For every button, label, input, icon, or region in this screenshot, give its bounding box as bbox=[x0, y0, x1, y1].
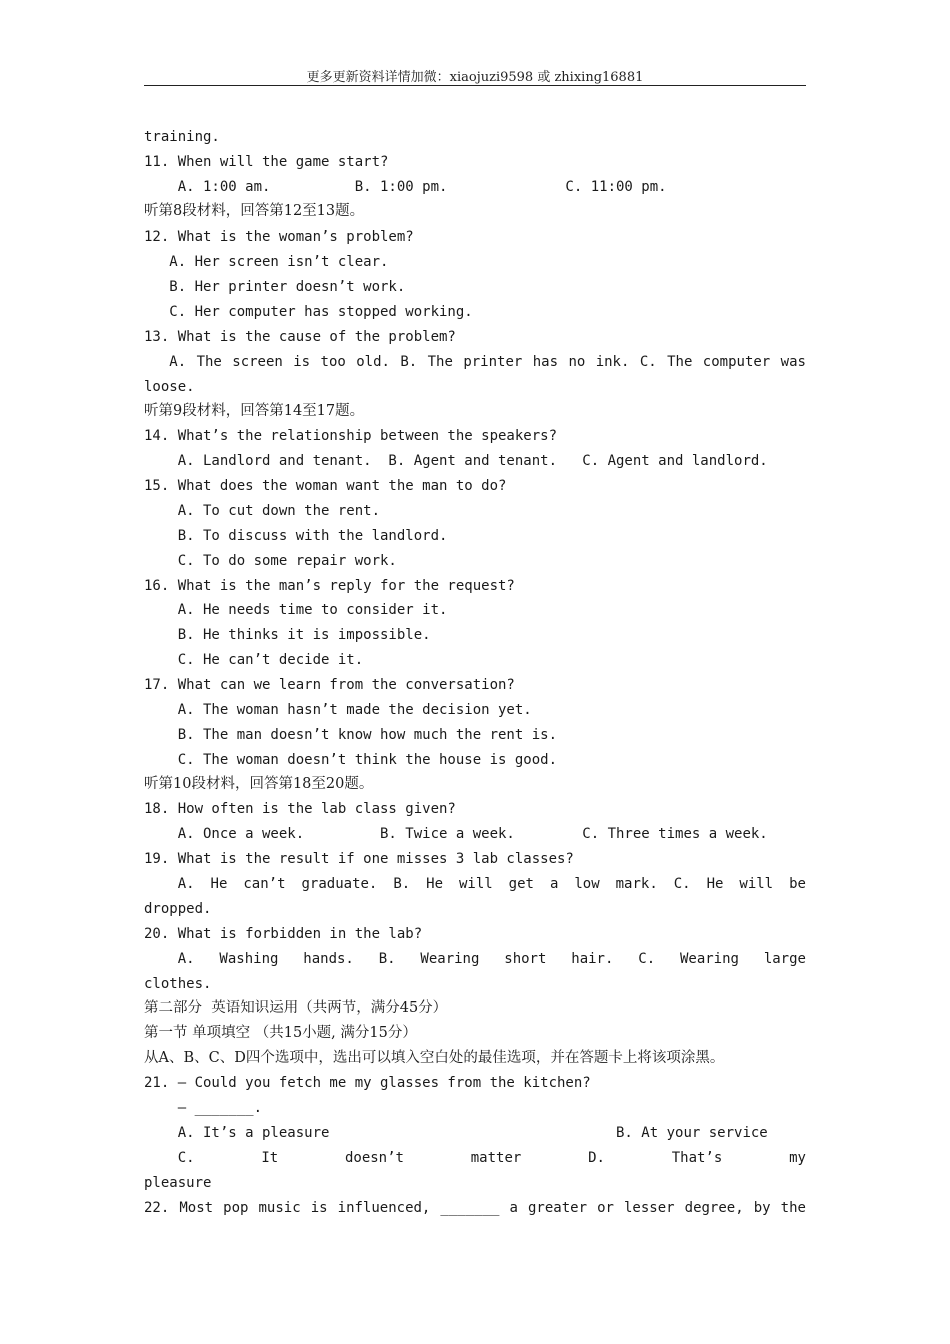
text-line: A. The woman hasn’t made the decision yet. bbox=[144, 702, 532, 718]
text-line: 19. What is the result if one misses 3 lab classes? bbox=[144, 851, 574, 867]
text-line: A. He needs time to consider it. bbox=[144, 602, 448, 618]
text-line: A. Landlord and tenant. B. Agent and tenant. C. Agent and landlord. bbox=[144, 453, 768, 469]
text-line: A. 1:00 am. B. 1:00 pm. C. 11:00 pm. bbox=[144, 179, 667, 195]
text-line: B. He thinks it is impossible. bbox=[144, 627, 431, 643]
text-line: 16. What is the man’s reply for the request? bbox=[144, 578, 515, 594]
text-line: 13. What is the cause of the problem? bbox=[144, 329, 456, 345]
text-line: A. Washing hands. B. Wearing short hair. C. Wearing large bbox=[144, 951, 806, 967]
text-line: C. He can’t decide it. bbox=[144, 652, 364, 668]
text-line: 20. What is forbidden in the lab? bbox=[144, 926, 423, 942]
text-line: 15. What does the woman want the man to do? bbox=[144, 478, 507, 494]
text-line: A. It’s a pleasure B. At your service bbox=[144, 1125, 768, 1141]
text-line: — _______. bbox=[144, 1100, 263, 1116]
text-line: 从A、B、C、D四个选项中，选出可以填入空白处的最佳选项，并在答题卡上将该项涂黑。 bbox=[144, 1050, 725, 1066]
header-rule bbox=[144, 85, 806, 86]
text-line: 18. How often is the lab class given? bbox=[144, 801, 456, 817]
text-line: 12. What is the woman’s problem? bbox=[144, 229, 414, 245]
text-line: 17. What can we learn from the conversation? bbox=[144, 677, 515, 693]
text-line: 第一节 单项填空 （共15小题, 满分15分） bbox=[144, 1025, 417, 1041]
text-line: C. The woman doesn’t think the house is good. bbox=[144, 752, 558, 768]
text-line: 第二部分 英语知识运用（共两节，满分45分） bbox=[144, 1000, 448, 1016]
text-line: training. bbox=[144, 129, 220, 145]
text-line: B. The man doesn’t know how much the rent is. bbox=[144, 727, 558, 743]
text-line: A. The screen is too old. B. The printer has no ink. C. The computer was bbox=[144, 354, 806, 370]
text-line: loose. bbox=[144, 379, 195, 395]
text-line: C. It doesn’t matter D. That’s my bbox=[144, 1150, 806, 1166]
text-line: pleasure bbox=[144, 1175, 212, 1191]
text-line: A. To cut down the rent. bbox=[144, 503, 381, 519]
page-header: 更多更新资料详情加微：xiaojuzi9598 或 zhixing16881 bbox=[306, 70, 644, 85]
text-line: C. To do some repair work. bbox=[144, 553, 397, 569]
text-line: 听第10段材料，回答第18至20题。 bbox=[144, 776, 374, 792]
text-line: 21. — Could you fetch me my glasses from the kitchen? bbox=[144, 1075, 591, 1091]
text-line: 14. What’s the relationship between the speakers? bbox=[144, 428, 558, 444]
text-line: 听第8段材料，回答第12至13题。 bbox=[144, 203, 365, 219]
text-line: clothes. bbox=[144, 976, 212, 992]
text-line: 11. When will the game start? bbox=[144, 154, 389, 170]
text-line: A. Her screen isn’t clear. bbox=[144, 254, 389, 270]
text-line: A. Once a week. B. Twice a week. C. Three times a week. bbox=[144, 826, 768, 842]
text-line: 听第9段材料，回答第14至17题。 bbox=[144, 403, 365, 419]
text-line: B. To discuss with the landlord. bbox=[144, 528, 448, 544]
text-line: 22. Most pop music is influenced, _______ a greater or lesser degree, by the bbox=[144, 1200, 806, 1216]
text-line: A. He can’t graduate. B. He will get a low mark. C. He will be bbox=[144, 876, 806, 892]
text-line: B. Her printer doesn’t work. bbox=[144, 279, 406, 295]
text-line: C. Her computer has stopped working. bbox=[144, 304, 473, 320]
text-line: dropped. bbox=[144, 901, 212, 917]
